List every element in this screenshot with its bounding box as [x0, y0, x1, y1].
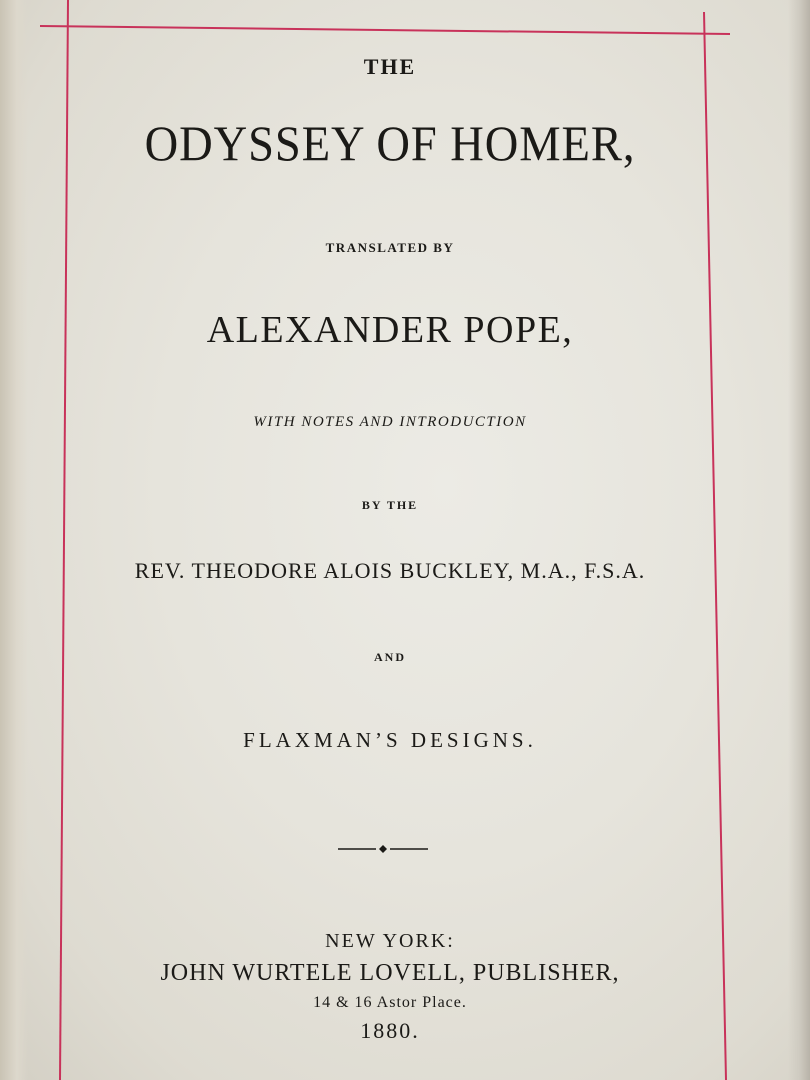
publisher-address: 14 & 16 Astor Place.: [313, 994, 467, 1011]
rule-right: [704, 12, 726, 1080]
dash-diamond-ornament-icon: [336, 842, 430, 856]
title-article: THE: [363, 54, 417, 79]
rule-left: [60, 0, 68, 1080]
editor-name: REV. THEODORE ALOIS BUCKLEY, M.A., F.S.A.: [134, 558, 646, 583]
publication-city: NEW YORK:: [325, 930, 455, 952]
translator-name: ALEXANDER POPE,: [206, 309, 574, 351]
rule-top: [40, 26, 730, 34]
book-title: ODYSSEY OF HOMER,: [144, 115, 636, 171]
by-the-label: BY THE: [361, 498, 419, 512]
designs-credit: FLAXMAN’S DESIGNS.: [243, 728, 537, 752]
publisher-name: JOHN WURTELE LOVELL, PUBLISHER,: [160, 960, 620, 986]
publication-year: 1880.: [360, 1018, 420, 1043]
translated-by-label: TRANSLATED BY: [325, 240, 455, 255]
notes-intro-label: WITH NOTES AND INTRODUCTION: [253, 414, 527, 430]
and-label: AND: [374, 650, 406, 664]
